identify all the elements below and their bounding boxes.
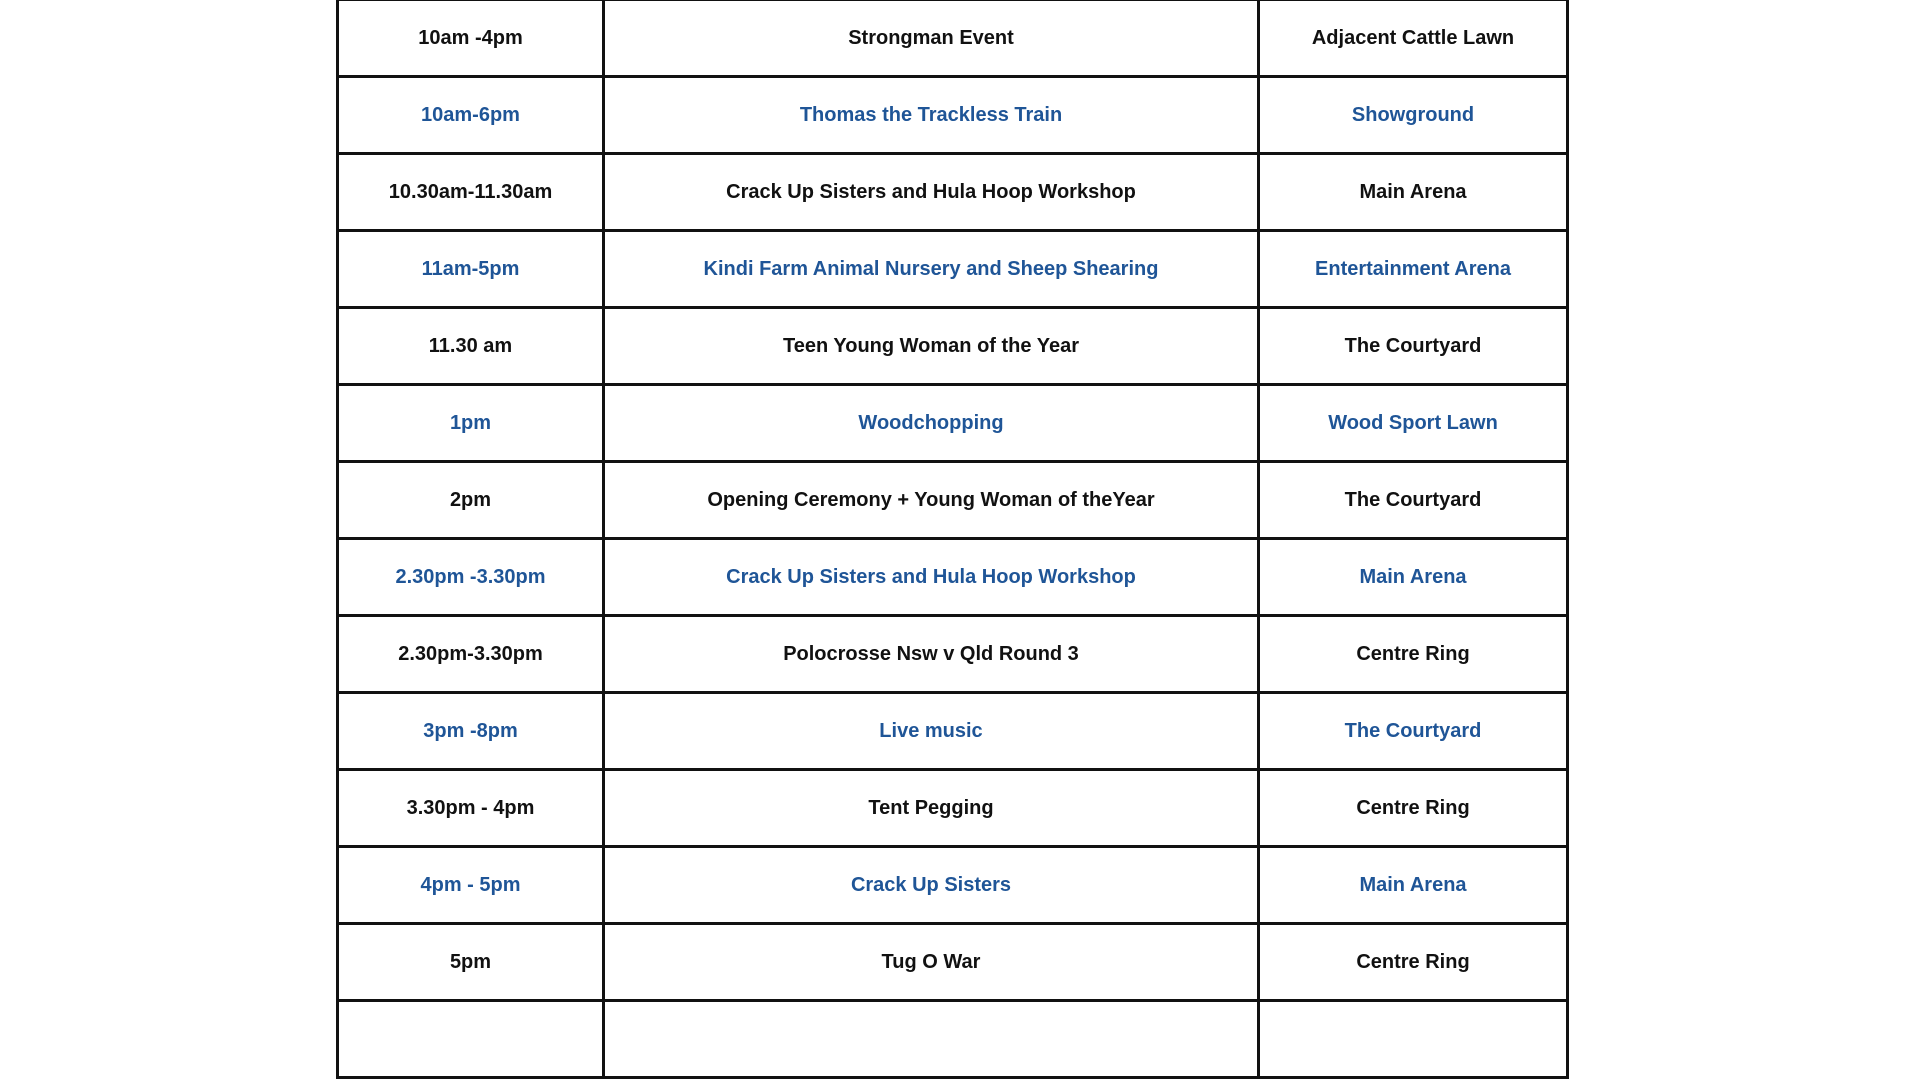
table-row (338, 847, 1568, 924)
venue-cell: Adjacent Cattle Lawn (1259, 0, 1568, 77)
venue-cell: Showground (1259, 77, 1568, 154)
table-row (338, 308, 1568, 385)
event-cell: Live music (604, 693, 1259, 770)
venue-cell: Centre Ring (1259, 924, 1568, 1001)
event-cell: Polocrosse Nsw v Qld Round 3 (604, 616, 1259, 693)
venue-cell: Entertainment Arena (1259, 231, 1568, 308)
time-cell: 10.30am-11.30am (338, 154, 604, 231)
time-cell: 1pm (338, 385, 604, 462)
venue-cell: The Courtyard (1259, 693, 1568, 770)
time-cell: 10am -4pm (338, 0, 604, 77)
table-row (338, 231, 1568, 308)
event-cell: Tug O War (604, 924, 1259, 1001)
venue-cell: The Courtyard (1259, 462, 1568, 539)
time-cell: 10am-6pm (338, 77, 604, 154)
time-cell: 4pm - 5pm (338, 847, 604, 924)
table-row (338, 0, 1568, 77)
venue-cell: The Courtyard (1259, 308, 1568, 385)
venue-cell (1259, 1001, 1568, 1078)
event-cell: Thomas the Trackless Train (604, 77, 1259, 154)
venue-cell: Main Arena (1259, 154, 1568, 231)
event-cell: Kindi Farm Animal Nursery and Sheep Shearing (604, 231, 1259, 308)
table-row (338, 1001, 1568, 1078)
table-row (338, 462, 1568, 539)
event-cell: Crack Up Sisters and Hula Hoop Workshop (604, 154, 1259, 231)
time-cell: 3pm -8pm (338, 693, 604, 770)
time-cell (338, 1001, 604, 1078)
event-cell: Tent Pegging (604, 770, 1259, 847)
schedule-body (338, 0, 1568, 1078)
time-cell: 2pm (338, 462, 604, 539)
venue-cell: Centre Ring (1259, 616, 1568, 693)
time-cell: 3.30pm - 4pm (338, 770, 604, 847)
time-cell: 11am-5pm (338, 231, 604, 308)
venue-cell: Wood Sport Lawn (1259, 385, 1568, 462)
event-cell: Opening Ceremony + Young Woman of theYear (604, 462, 1259, 539)
table-row (338, 385, 1568, 462)
time-cell: 11.30 am (338, 308, 604, 385)
event-cell: Crack Up Sisters (604, 847, 1259, 924)
table-row (338, 154, 1568, 231)
table-row (338, 539, 1568, 616)
event-cell: Crack Up Sisters and Hula Hoop Workshop (604, 539, 1259, 616)
time-cell: 5pm (338, 924, 604, 1001)
venue-cell: Main Arena (1259, 847, 1568, 924)
table-row (338, 616, 1568, 693)
venue-cell: Main Arena (1259, 539, 1568, 616)
time-cell: 2.30pm-3.30pm (338, 616, 604, 693)
time-cell: 2.30pm -3.30pm (338, 539, 604, 616)
table-row (338, 693, 1568, 770)
event-cell: Teen Young Woman of the Year (604, 308, 1259, 385)
table-row (338, 924, 1568, 1001)
table-row (338, 770, 1568, 847)
event-cell: Woodchopping (604, 385, 1259, 462)
event-cell (604, 1001, 1259, 1078)
event-cell: Strongman Event (604, 0, 1259, 77)
table-row (338, 77, 1568, 154)
schedule-table (336, 0, 1569, 1079)
venue-cell: Centre Ring (1259, 770, 1568, 847)
